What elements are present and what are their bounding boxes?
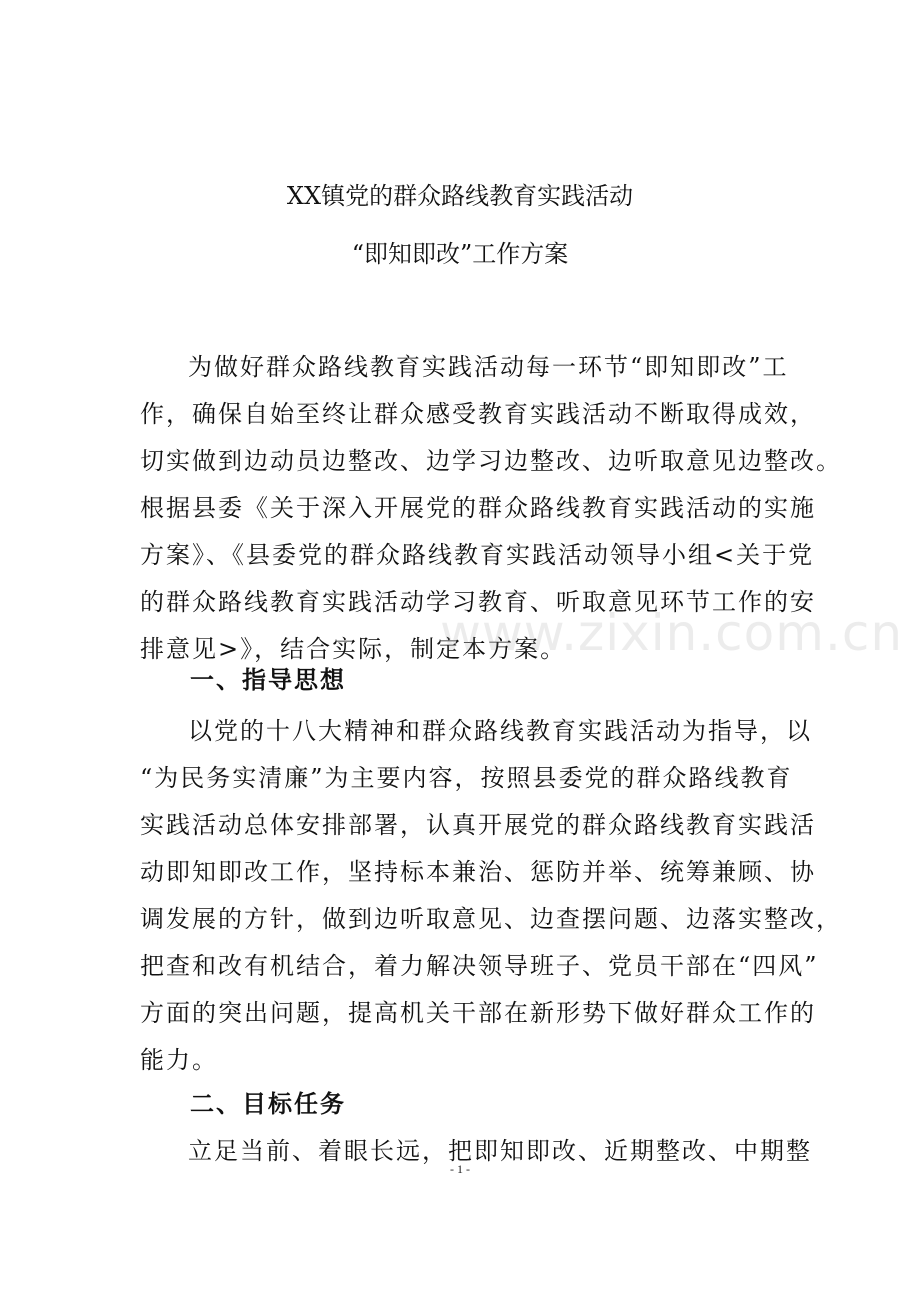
text-line: 立足当前、着眼长远，把即知即改、近期整改、中期整	[188, 1137, 812, 1165]
watermark: www.zixin.com.cn	[440, 604, 904, 662]
text-line: 切实做到边动员边整改、边学习边整改、边听取意见边整改。	[140, 447, 842, 475]
text-line: 能力。	[140, 1046, 218, 1074]
text-line: “为民务实清廉”为主要内容，按照县委党的群众路线教育	[140, 764, 793, 792]
text-line: 动即知即改工作，坚持标本兼治、惩防并举、统筹兼顾、协	[140, 858, 816, 886]
text-line: 调发展的方针，做到边听取意见、边查摆问题、边落实整改，	[140, 905, 842, 933]
section-heading-goals: 二、目标任务	[190, 1090, 346, 1118]
text-line: 为做好群众路线教育实践活动每一环节“即知即改”工	[188, 353, 789, 381]
text-line: 方案》、《县委党的群众路线教育实践活动领导小组<关于党	[140, 541, 815, 569]
section-heading-guiding-thought: 一、指导思想	[190, 666, 346, 694]
text-line: 方面的突出问题，提高机关干部在新形势下做好群众工作的	[140, 999, 816, 1027]
text-line: 以党的十八大精神和群众路线教育实践活动为指导，以	[188, 717, 812, 745]
text-line: 把查和改有机结合，着力解决领导班子、党员干部在“四风”	[140, 952, 819, 980]
text-line: 根据县委《关于深入开展党的群众路线教育实践活动的实施	[140, 494, 816, 522]
text-line: 的群众路线教育实践活动学习教育、听取意见环节工作的安	[140, 588, 816, 616]
text-line: 实践活动总体安排部署，认真开展党的群众路线教育实践活	[140, 811, 816, 839]
text-line: 作，确保自始至终让群众感受教育实践活动不断取得成效，	[140, 400, 816, 428]
document-title-line1: XX镇党的群众路线教育实践活动	[286, 182, 634, 210]
page-number: - 1 -	[450, 1162, 470, 1176]
text-line: 排意见>》，结合实际，制定本方案。	[140, 635, 567, 663]
document-title-line2: “即知即改”工作方案	[351, 240, 569, 268]
section1-paragraph	[140, 708, 842, 1084]
